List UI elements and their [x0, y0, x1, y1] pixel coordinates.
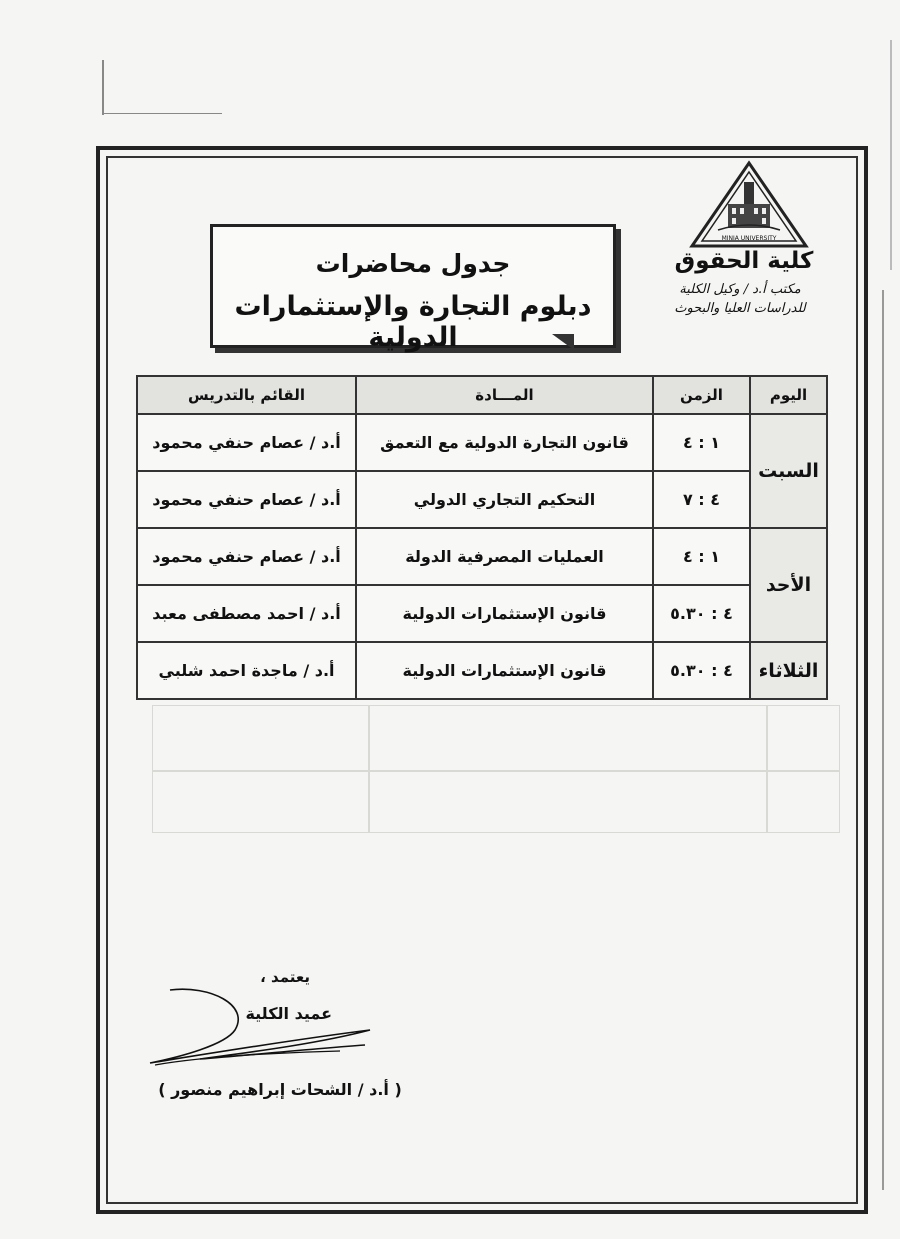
subject-cell: قانون الإستثمارات الدولية	[356, 642, 653, 699]
office-subtitle	[650, 280, 830, 318]
bleed-through-line	[368, 705, 370, 833]
bleed-through-table	[152, 705, 840, 833]
scan-artifact	[102, 60, 104, 115]
lecturer-cell: أ.د / ماجدة احمد شلبي	[137, 642, 356, 699]
logo-text: MINIA UNIVERSITY	[721, 235, 777, 242]
lecturer-cell: أ.د / احمد مصطفى معبد	[137, 585, 356, 642]
dean-title: عميد الكلية	[245, 1004, 332, 1023]
schedule-title: جدول محاضرات	[315, 249, 511, 278]
header-day: اليوم	[750, 376, 827, 414]
day-cell-tuesday: الثلاثاء	[750, 642, 827, 699]
time-cell: ٤ : ٧	[653, 471, 750, 528]
faculty-name: كلية الحقوق	[674, 248, 814, 274]
subject-cell: قانون التجارة الدولية مع التعمق	[356, 414, 653, 471]
office-line-2: للدراسات العليا والبحوث	[674, 301, 806, 316]
title-box	[210, 224, 616, 353]
scan-artifact	[882, 290, 884, 1190]
subject-cell: العمليات المصرفية الدولة	[356, 528, 653, 585]
time-cell: ٤ : ٥.٣٠	[653, 585, 750, 642]
scan-artifact	[890, 40, 892, 270]
time-cell: ١ : ٤	[653, 528, 750, 585]
university-logo	[688, 160, 810, 254]
time-cell: ٤ : ٥.٣٠	[653, 642, 750, 699]
table-row	[137, 642, 827, 699]
subject-cell: قانون الإستثمارات الدولية	[356, 585, 653, 642]
bleed-through-line	[766, 705, 768, 833]
subject-cell: التحكيم التجاري الدولي	[356, 471, 653, 528]
day-cell-sunday: الأحد	[750, 528, 827, 642]
table-row	[137, 528, 827, 585]
header-subject: المـــادة	[356, 376, 653, 414]
time-cell: ١ : ٤	[653, 414, 750, 471]
dean-name: ( أ.د / الشحات إبراهيم منصور )	[158, 1080, 402, 1099]
program-title: دبلوم التجارة والإستثمارات الدولية	[234, 291, 592, 353]
lecturer-cell: أ.د / عصام حنفي محمود	[137, 471, 356, 528]
office-line-1: مكتب أ.د / وكيل الكلية	[679, 282, 801, 297]
table-row	[137, 585, 827, 642]
schedule-table	[136, 375, 828, 700]
header-time: الزمن	[653, 376, 750, 414]
bleed-through-line	[152, 770, 840, 772]
day-cell-saturday: السبت	[750, 414, 827, 528]
dean-signature	[140, 985, 380, 1070]
title-box-fold	[552, 334, 574, 350]
lecturer-cell: أ.د / عصام حنفي محمود	[137, 414, 356, 471]
table-row	[137, 471, 827, 528]
scan-artifact	[104, 113, 222, 114]
lecturer-cell: أ.د / عصام حنفي محمود	[137, 528, 356, 585]
table-header-row	[137, 376, 827, 414]
table-row	[137, 414, 827, 471]
approval-label: يعتمد ،	[260, 968, 310, 986]
header-lecturer: القائم بالتدريس	[137, 376, 356, 414]
